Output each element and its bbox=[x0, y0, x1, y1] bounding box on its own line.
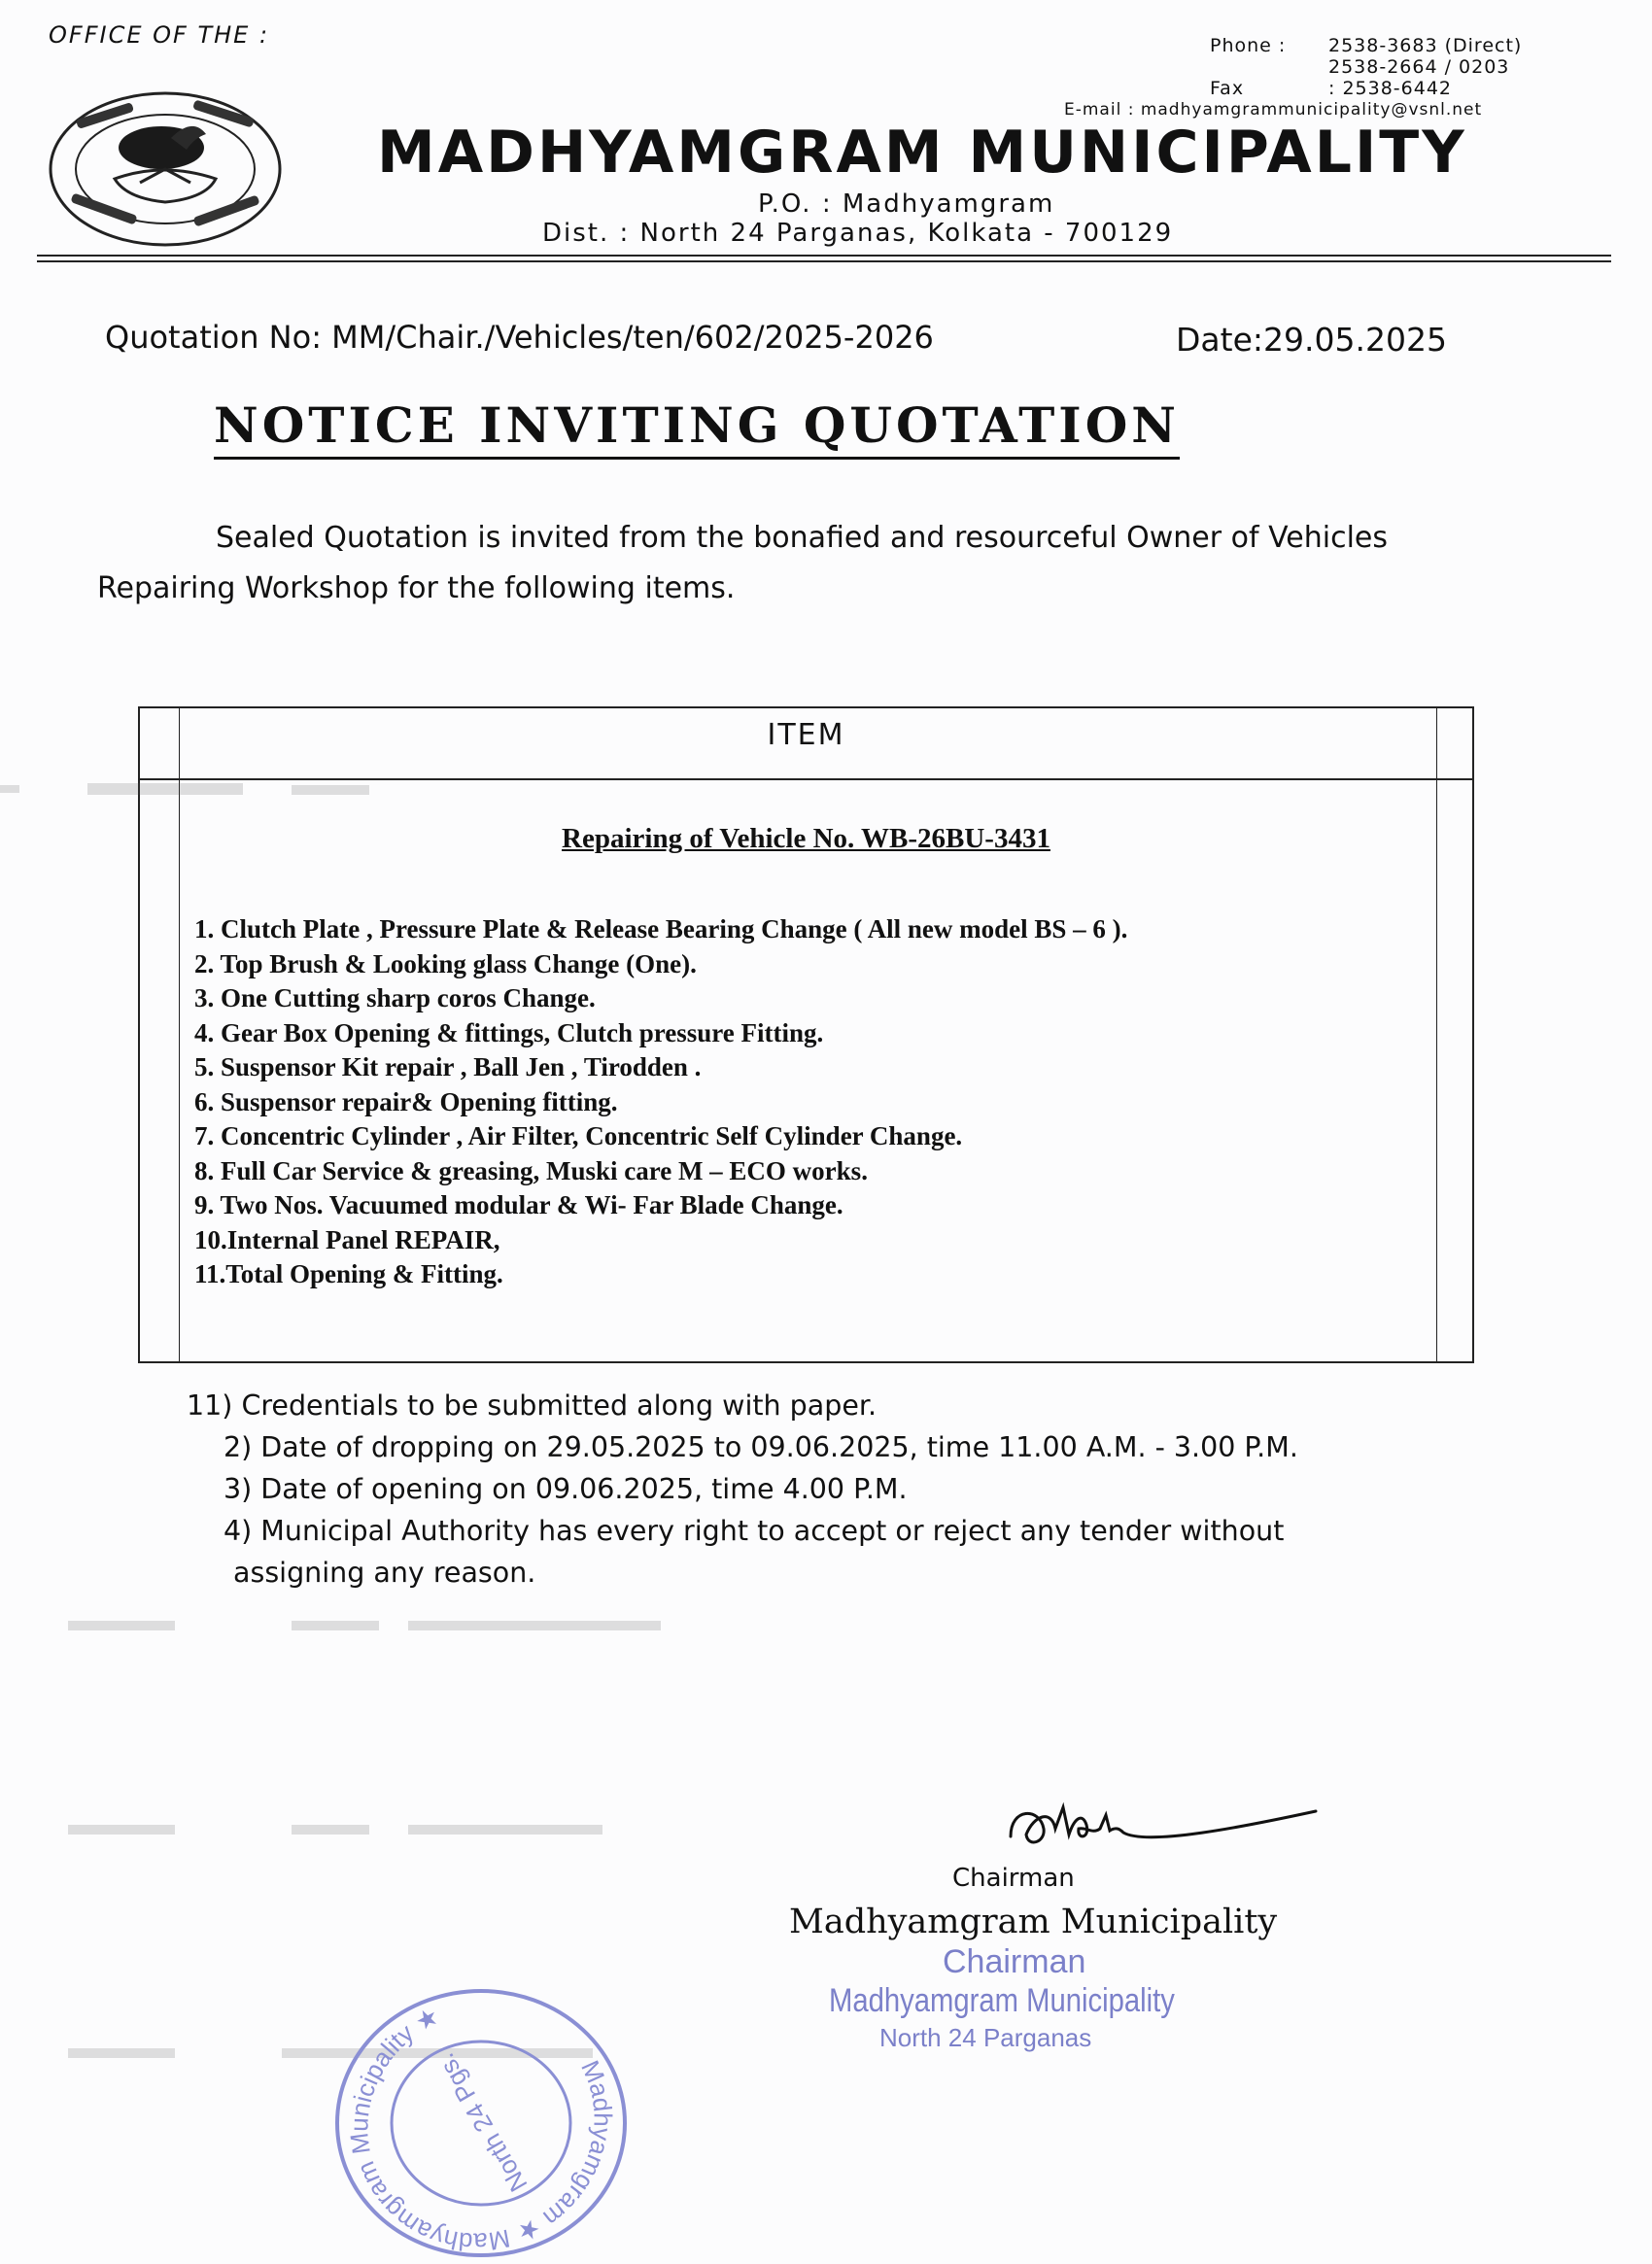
list-item: 1. Clutch Plate , Pressure Plate & Release Bearing Change ( All new model BS – 6 ). bbox=[194, 914, 1128, 943]
quotation-date: Date:29.05.2025 bbox=[1176, 321, 1447, 359]
office-label: OFFICE OF THE : bbox=[49, 21, 270, 49]
intro-paragraph bbox=[97, 513, 1555, 614]
condition-item: assigning any reason. bbox=[233, 1557, 536, 1589]
list-item: 3. One Cutting sharp coros Change. bbox=[194, 983, 596, 1012]
signatory-organisation: Madhyamgram Municipality bbox=[789, 1903, 1278, 1941]
notice-title: NOTICE INVITING QUOTATION bbox=[214, 396, 1180, 460]
phone-label: Phone : bbox=[1210, 35, 1287, 56]
list-item: 6. Suspensor repair& Opening fitting. bbox=[194, 1086, 618, 1116]
chairman-signature bbox=[1001, 1788, 1322, 1866]
list-item: 9. Two Nos. Vacuumed modular & Wi- Far Blade Change. bbox=[194, 1190, 843, 1219]
list-item: 5. Suspensor Kit repair , Ball Jen , Tirodden . bbox=[194, 1052, 702, 1081]
list-item: 4. Gear Box Opening & fittings, Clutch pressure Fitting. bbox=[194, 1017, 824, 1047]
bleed-through-marks bbox=[0, 777, 1652, 806]
vehicle-subtitle: Repairing of Vehicle No. WB-26BU-3431 bbox=[562, 823, 1050, 854]
intro-line-1: Sealed Quotation is invited from the bonafied and resourceful Owner of Vehicles bbox=[216, 521, 1389, 555]
condition-item: 11) Credentials to be submitted along with paper. bbox=[187, 1389, 878, 1422]
district-address: Dist. : North 24 Parganas, Kolkata - 700129 bbox=[542, 219, 1174, 248]
header-divider bbox=[37, 255, 1611, 257]
bleed-through-marks bbox=[0, 2041, 1652, 2070]
stamp-line-chairman: Chairman bbox=[943, 1943, 1086, 1980]
signatory-designation: Chairman bbox=[952, 1864, 1075, 1893]
header-divider-secondary bbox=[37, 260, 1611, 262]
phone-other: 2538-2664 / 0203 bbox=[1328, 56, 1510, 78]
table-header: ITEM bbox=[767, 718, 845, 752]
repair-item-list bbox=[194, 912, 1127, 1292]
municipality-logo bbox=[47, 89, 284, 249]
email-text: E-mail : madhyamgrammunicipality@vsnl.net bbox=[1064, 100, 1483, 120]
intro-line-2: Repairing Workshop for the following items. bbox=[97, 571, 736, 605]
list-item: 11.Total Opening & Fitting. bbox=[194, 1259, 503, 1288]
condition-item: 2) Date of dropping on 29.05.2025 to 09.06.2025, time 11.00 A.M. - 3.00 P.M. bbox=[224, 1431, 1298, 1463]
conditions-list bbox=[183, 1385, 1298, 1594]
stamp-line-district: North 24 Parganas bbox=[879, 2023, 1092, 2052]
fax-value: : 2538-6442 bbox=[1328, 78, 1453, 99]
municipal-seal bbox=[330, 1987, 632, 2259]
seal-outer-text: Madhyamgram ★ Madhyamgram Municipality ★ bbox=[344, 2000, 618, 2257]
list-item: 7. Concentric Cylinder , Air Filter, Concentric Self Cylinder Change. bbox=[194, 1121, 963, 1150]
list-item: 8. Full Car Service & greasing, Muski care M – ECO works. bbox=[194, 1155, 868, 1185]
bleed-through-marks bbox=[0, 1613, 1652, 1642]
condition-item: 4) Municipal Authority has every right to accept or reject any tender without bbox=[224, 1515, 1285, 1547]
list-item: 2. Top Brush & Looking glass Change (One). bbox=[194, 948, 697, 978]
post-office: P.O. : Madhyamgram bbox=[758, 189, 1055, 219]
bleed-through-marks bbox=[0, 1817, 1652, 1846]
phone-direct: 2538-3683 (Direct) bbox=[1328, 35, 1523, 56]
stamp-line-municipality: Madhyamgram Municipality bbox=[829, 1982, 1175, 2019]
quotation-number: Quotation No: MM/Chair./Vehicles/ten/602/2025-2026 bbox=[105, 319, 934, 356]
fax-label: Fax bbox=[1210, 78, 1245, 99]
condition-item: 3) Date of opening on 09.06.2025, time 4.00 P.M. bbox=[224, 1473, 908, 1505]
seal-inner-text: North 24 Pgs. bbox=[430, 2048, 533, 2197]
municipality-name: MADHYAMGRAM MUNICIPALITY bbox=[377, 119, 1467, 187]
list-item: 10.Internal Panel REPAIR, bbox=[194, 1224, 500, 1254]
